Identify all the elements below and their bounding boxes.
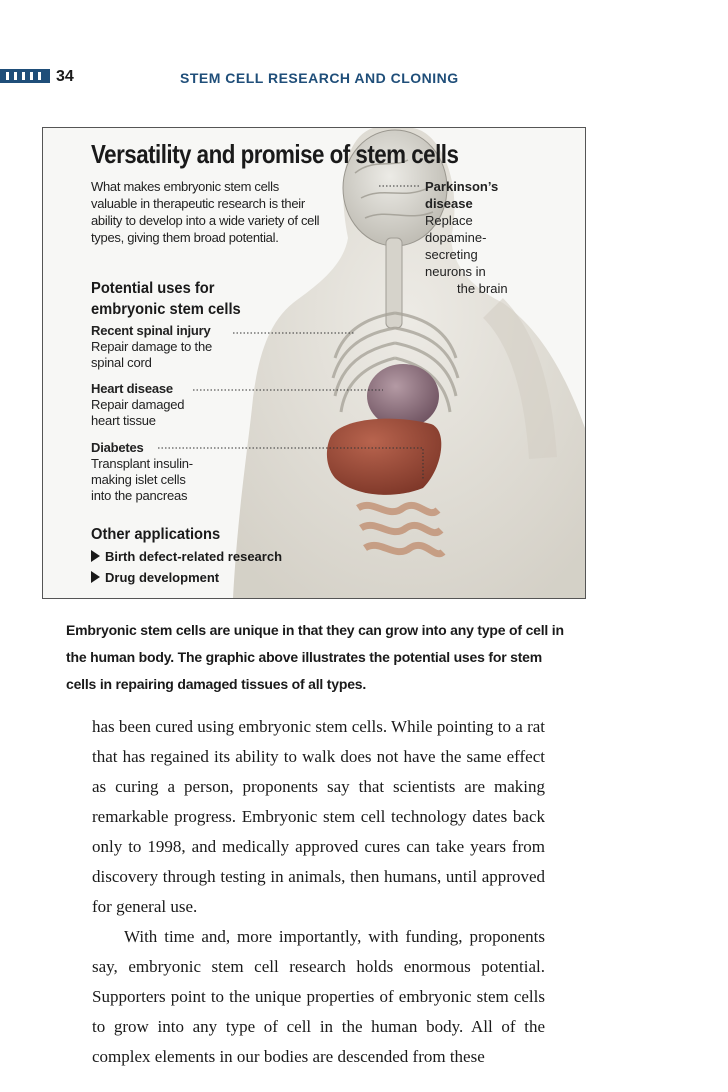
parkinsons-name: disease	[425, 196, 473, 211]
potential-uses-heading-line1: Potential uses for	[91, 280, 215, 297]
parkinsons-desc: dopamine-	[425, 230, 487, 245]
parkinsons-desc: Replace	[425, 213, 473, 228]
bullet-triangle-icon	[91, 571, 100, 583]
page-number: 34	[56, 68, 74, 85]
paragraph: With time and, more importantly, with funding, proponents say, embryonic stem cell research holds enormous potential. Supporters point to the unique properties of embryonic stem cells to grow into any type of cell in the human body. All of the complex elements in our bodies are descended from these	[92, 927, 545, 1066]
list-item-label: Drug development	[105, 570, 220, 585]
parkinsons-desc: secreting	[425, 247, 478, 262]
other-applications-heading: Other applications	[91, 526, 221, 543]
parkinsons-callout	[425, 178, 545, 297]
use-description: Transplant insulin-	[91, 456, 193, 471]
list-item	[91, 567, 282, 588]
use-name: Heart disease	[91, 381, 173, 396]
list-item-label: Birth defect-related research	[105, 549, 283, 564]
potential-uses-heading-line2: embryonic stem cells	[91, 301, 241, 318]
use-description: making islet cells	[91, 472, 186, 487]
parkinsons-desc: the brain	[457, 281, 508, 296]
use-spinal-injury	[91, 323, 212, 371]
use-name: Diabetes	[91, 440, 144, 455]
use-description: heart tissue	[91, 413, 156, 428]
use-diabetes	[91, 440, 193, 504]
body-text	[92, 712, 545, 1072]
use-heart-disease	[91, 381, 184, 429]
parkinsons-name: Parkinson’s	[425, 179, 499, 194]
paragraph: has been cured using embryonic stem cells. While pointing to a rat that has regained its ability to walk does not have the same effect as curing a person, proponents say that scientists are making remarkable progress. Embryonic stem cell technology dates back only to 1998, and medically approved cures can take years from discovery through testing in animals, then humans, until approved for general use.	[92, 717, 545, 916]
use-name: Recent spinal injury	[91, 323, 211, 338]
running-header-title: STEM CELL RESEARCH AND CLONING	[180, 70, 459, 86]
bullet-triangle-icon	[91, 550, 100, 562]
other-applications-list	[91, 546, 282, 588]
parkinsons-desc: neurons in	[425, 264, 486, 279]
infographic-figure	[42, 127, 586, 599]
figure-intro-text: What makes embryonic stem cells valuable in therapeutic research is their ability to develop into a wide variety of cell types, giving them broad potential.	[91, 179, 320, 245]
use-description: Repair damage to the	[91, 339, 213, 354]
potential-uses-heading	[91, 278, 241, 320]
figure-caption: Embryonic stem cells are unique in that they can grow into any type of cell in the human body. The graphic above illustrates the potential uses for stem cells in repairing damaged tissues of all types.	[66, 622, 564, 692]
use-description: spinal cord	[91, 355, 152, 370]
use-description: Repair damaged	[91, 397, 185, 412]
use-description: into the pancreas	[91, 488, 188, 503]
figure-title: Versatility and promise of stem cells	[91, 139, 459, 169]
list-item	[91, 546, 282, 567]
header-decorative-bar	[0, 69, 50, 83]
